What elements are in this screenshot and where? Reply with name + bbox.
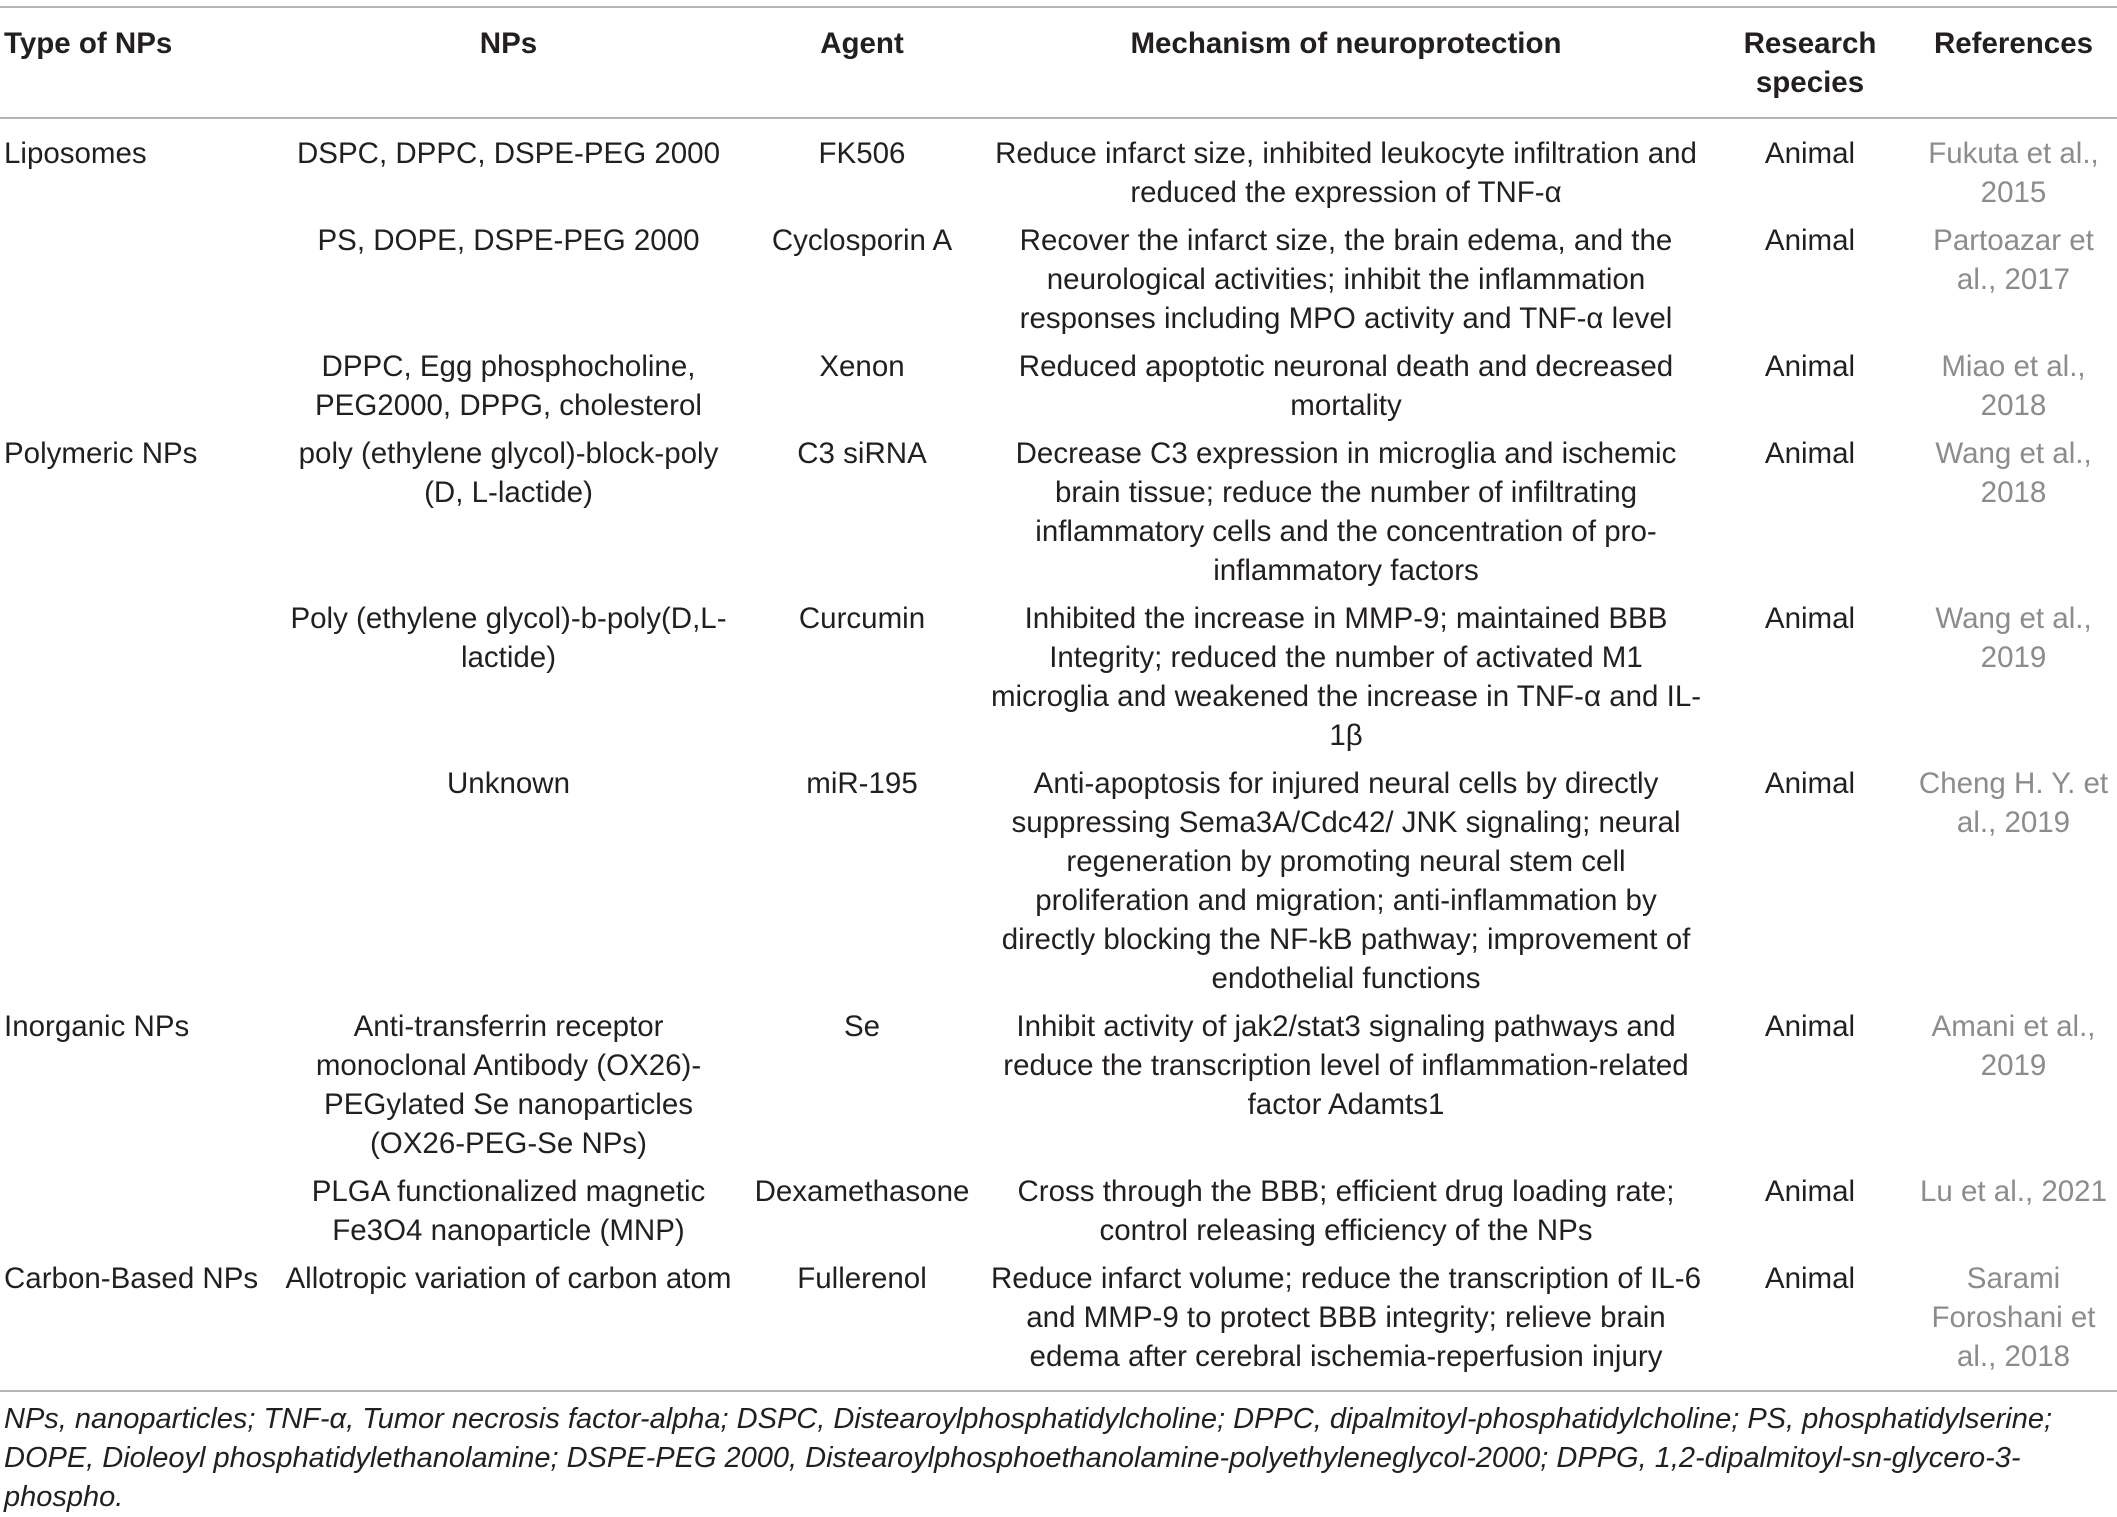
cell-nps: Allotropic variation of carbon atom [285, 1262, 732, 1295]
cell-agent: Se [843, 1010, 881, 1043]
cell-type: Polymeric NPs [4, 437, 198, 470]
cell-species: Animal [1764, 602, 1856, 635]
table-row [0, 764, 2117, 1007]
cell-mechanism: Reduce infarct size, inhibited leukocyte infiltration and reduced the expression of TNF-α [995, 137, 1697, 209]
header-species: Research species [1743, 27, 1877, 99]
cell-nps: PLGA functionalized magnetic Fe3O4 nanoparticle (MNP) [311, 1175, 706, 1247]
cell-reference-link[interactable]: Miao et al., 2018 [1941, 350, 2086, 422]
cell-type [0, 599, 275, 764]
cell-species: Animal [1764, 1262, 1856, 1295]
cell-type [0, 1172, 275, 1259]
cell-type: Liposomes [4, 137, 147, 170]
cell-species: Animal [1764, 1010, 1856, 1043]
header-references: References [1933, 27, 2094, 60]
table-footnote: NPs, nanoparticles; TNF-α, Tumor necrosis factor-alpha; DSPC, Distearoylphosphatidylcholine; DPPC, dipalmitoyl-phosphatidylcholine; PS, phosphatidylserine; DOPE, Dioleoyl phosphatidylethanolamine; DSPE-PEG 2000, Distearoylphosphoethanolamine-polyethyleneglycol-2000; DPPG, 1,2-dipalmitoyl-sn-glycero-3-phospho. [4, 1403, 2053, 1513]
table-row [0, 221, 2117, 347]
cell-mechanism: Reduce infarct volume; reduce the transcription of IL-6 and MMP-9 to protect BBB integrity; relieve brain edema after cerebral ischemia-reperfusion injury [990, 1262, 1701, 1373]
cell-type [0, 347, 275, 434]
cell-mechanism: Anti-apoptosis for injured neural cells by directly suppressing Sema3A/Cdc42/ JNK signaling; neural regeneration by promoting neural stem cell proliferation and migration; anti-inflammation by directly blocking the NF-kB pathway; improvement of endothelial functions [1001, 767, 1691, 995]
table-row [0, 118, 2117, 221]
cell-agent: miR-195 [806, 767, 918, 800]
cell-agent: C3 siRNA [797, 437, 927, 470]
cell-reference-link[interactable]: Fukuta et al., 2015 [1928, 137, 2099, 209]
cell-mechanism: Inhibit activity of jak2/stat3 signaling pathways and reduce the transcription level of inflammation-related factor Adamts1 [1003, 1010, 1689, 1121]
cell-mechanism: Inhibited the increase in MMP-9; maintained BBB Integrity; reduced the number of activated M1 microglia and weakened the increase in TNF-α and IL-1β [990, 602, 1702, 752]
cell-reference-link[interactable]: Partoazar et al., 2017 [1933, 224, 2094, 296]
table-header-row [0, 7, 2117, 118]
cell-nps: PS, DOPE, DSPE-PEG 2000 [317, 224, 700, 257]
table-row [0, 599, 2117, 764]
cell-reference-link[interactable]: Wang et al., 2019 [1935, 602, 2092, 674]
cell-reference-link[interactable]: Lu et al., 2021 [1920, 1175, 2107, 1208]
table-row [0, 1007, 2117, 1172]
table-row [0, 1172, 2117, 1259]
header-nps: NPs [479, 27, 538, 60]
cell-agent: Curcumin [798, 602, 926, 635]
cell-reference-link[interactable]: Amani et al., 2019 [1931, 1010, 2096, 1082]
cell-type [0, 764, 275, 1007]
cell-agent: Dexamethasone [754, 1175, 970, 1208]
cell-nps: Unknown [447, 767, 570, 800]
cell-nps: poly (ethylene glycol)-block-poly (D, L-lactide) [298, 437, 719, 509]
cell-nps: DPPC, Egg phosphocholine, PEG2000, DPPG, cholesterol [315, 350, 702, 422]
cell-species: Animal [1764, 350, 1856, 383]
cell-mechanism: Decrease C3 expression in microglia and ischemic brain tissue; reduce the number of infiltrating inflammatory cells and the concentration of pro-inflammatory factors [1015, 437, 1677, 587]
cell-species: Animal [1764, 767, 1856, 800]
cell-reference-link[interactable]: Wang et al., 2018 [1935, 437, 2092, 509]
cell-species: Animal [1764, 437, 1856, 470]
cell-species: Animal [1764, 224, 1856, 257]
header-agent: Agent [820, 27, 904, 60]
cell-nps: Poly (ethylene glycol)-b-poly(D,L-lactide) [290, 602, 727, 674]
cell-mechanism: Reduced apoptotic neuronal death and decreased mortality [1018, 350, 1674, 422]
cell-reference-link[interactable]: Cheng H. Y. et al., 2019 [1918, 767, 2109, 839]
cell-agent: FK506 [818, 137, 906, 170]
header-mechanism: Mechanism of neuroprotection [1130, 27, 1562, 60]
cell-mechanism: Recover the infarct size, the brain edema, and the neurological activities; inhibit the inflammation responses including MPO activity and TNF-α level [1019, 224, 1673, 335]
table-row [0, 434, 2117, 599]
cell-nps: DSPC, DPPC, DSPE-PEG 2000 [297, 137, 720, 170]
nanoparticle-table [0, 6, 2117, 1392]
table-row [0, 1259, 2117, 1391]
cell-agent: Cyclosporin A [771, 224, 953, 257]
cell-nps: Anti-transferrin receptor monoclonal Antibody (OX26)-PEGylated Se nanoparticles (OX26-PEG-Se NPs) [315, 1010, 702, 1160]
cell-reference-link[interactable]: Sarami Foroshani et al., 2018 [1931, 1262, 2096, 1373]
cell-agent: Fullerenol [797, 1262, 927, 1295]
cell-species: Animal [1764, 1175, 1856, 1208]
cell-agent: Xenon [819, 350, 905, 383]
cell-type [0, 221, 275, 347]
header-type: Type of NPs [4, 27, 173, 60]
cell-mechanism: Cross through the BBB; efficient drug loading rate; control releasing efficiency of the NPs [1017, 1175, 1675, 1247]
cell-type: Inorganic NPs [4, 1010, 190, 1043]
table-row [0, 347, 2117, 434]
cell-species: Animal [1764, 137, 1856, 170]
cell-type: Carbon-Based NPs [4, 1262, 259, 1295]
